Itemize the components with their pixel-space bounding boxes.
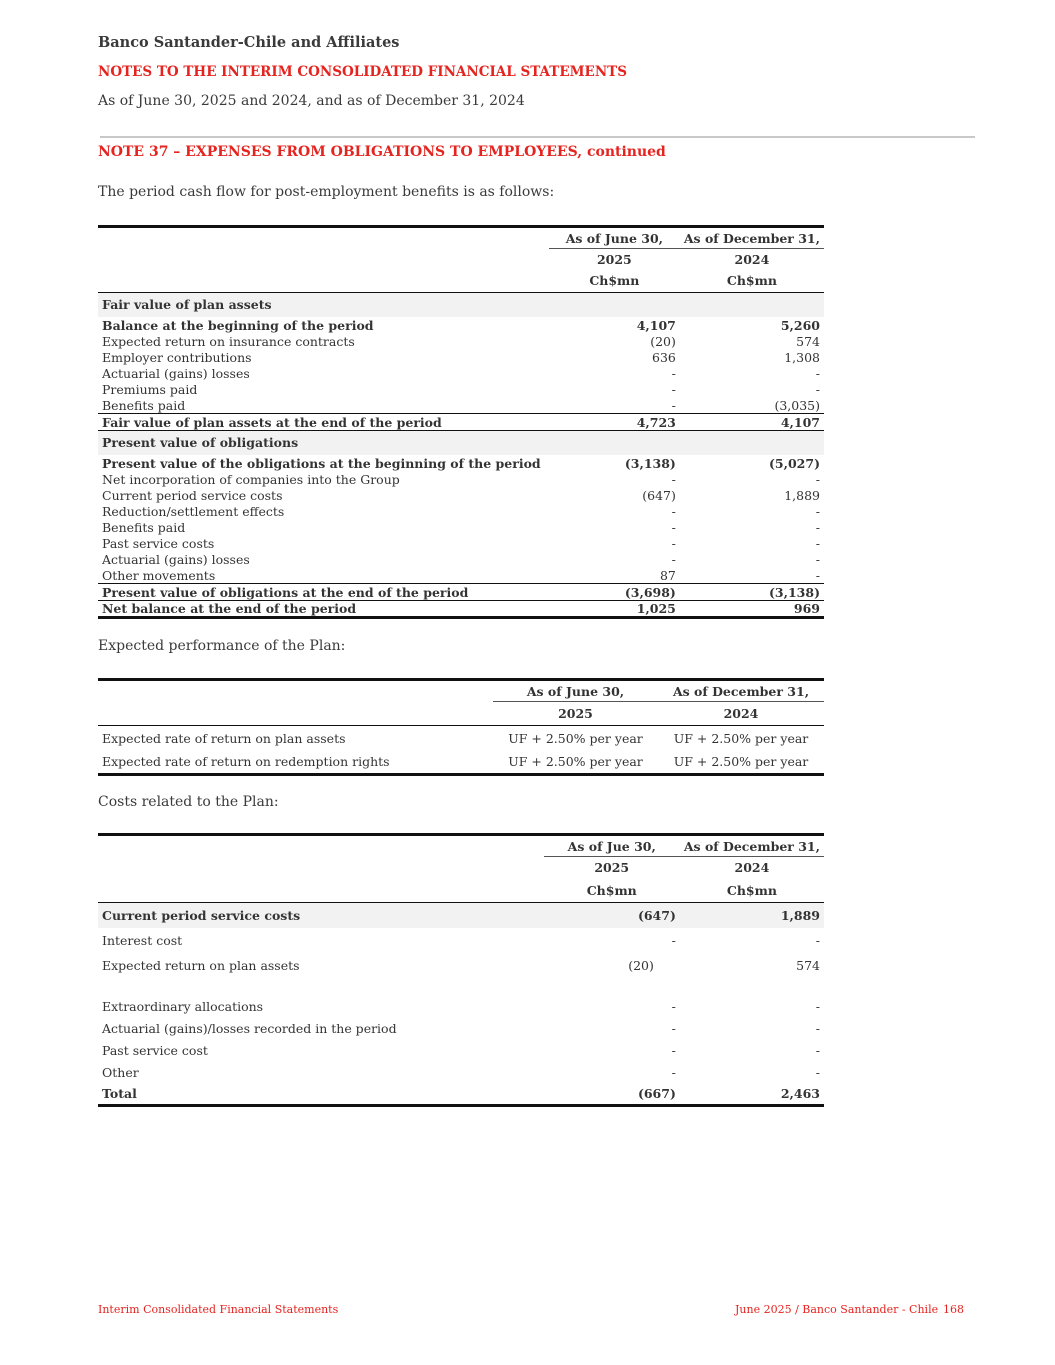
col-year-2025: 2025 — [594, 860, 630, 876]
col-year-2024: 2024 — [734, 860, 770, 876]
plan-costs-table — [98, 833, 824, 1107]
row-value: (3,698) — [624, 584, 676, 600]
cash-flow-table — [98, 225, 824, 619]
row-label: Other movements — [102, 567, 216, 583]
col-head-december: As of December 31, — [680, 835, 824, 857]
row-value: (647) — [642, 488, 676, 503]
subtotal-row — [98, 414, 824, 431]
row-value: UF + 2.50% per year — [508, 754, 643, 770]
row-value: 5,260 — [780, 317, 820, 333]
row-value: - — [671, 932, 676, 948]
row-value: - — [671, 552, 676, 567]
row-value: 4,723 — [636, 414, 676, 430]
row-label: Past service costs — [102, 536, 215, 551]
table-row — [98, 953, 824, 978]
row-label: Benefits paid — [102, 520, 186, 535]
col-year-2025: 2025 — [558, 706, 593, 721]
row-value: UF + 2.50% per year — [508, 730, 643, 746]
notes-title: NOTES TO THE INTERIM CONSOLIDATED FINANCIAL STATEMENTS — [98, 64, 627, 80]
row-value: - — [671, 397, 676, 413]
reporting-period: As of June 30, 2025 and 2024, and as of December 31, 2024 — [98, 93, 525, 109]
row-value: (20) — [650, 334, 676, 349]
row-value: (20) — [628, 957, 654, 973]
row-label: Other — [102, 1065, 139, 1080]
row-value: - — [671, 504, 676, 519]
table-row — [98, 455, 824, 472]
row-value: 87 — [659, 567, 676, 583]
table-row — [98, 350, 824, 366]
row-value: - — [671, 366, 676, 381]
row-value: - — [815, 366, 820, 381]
expected-performance-table — [98, 678, 824, 776]
footer-issuer: June 2025 / Banco Santander - Chile — [735, 1303, 939, 1316]
costs-heading: Costs related to the Plan: — [98, 794, 279, 810]
row-value: 1,889 — [780, 907, 820, 923]
row-value: - — [815, 567, 820, 583]
note-title: NOTE 37 – EXPENSES FROM OBLIGATIONS TO EMPLOYEES, continued — [98, 144, 666, 160]
company-name: Banco Santander-Chile and Affiliates — [98, 34, 400, 51]
row-value: - — [671, 520, 676, 535]
row-value: - — [815, 382, 820, 397]
col-year-2024: 2024 — [734, 251, 770, 267]
table-row — [98, 520, 824, 536]
row-value: (5,027) — [769, 455, 820, 471]
table-row — [98, 1062, 824, 1084]
row-value: 1,025 — [636, 601, 676, 616]
row-value: - — [815, 999, 820, 1014]
net-balance-row — [98, 601, 824, 618]
row-label: Interest cost — [102, 932, 183, 948]
row-label: Balance at the beginning of the period — [102, 317, 374, 333]
row-value: (3,138) — [769, 584, 820, 600]
header-divider — [100, 136, 975, 138]
page-number: 168 — [943, 1303, 964, 1316]
row-value: - — [815, 932, 820, 948]
row-value: 1,889 — [784, 488, 820, 503]
col-unit: Ch$mn — [726, 273, 777, 289]
section-heading: Fair value of plan assets — [102, 297, 272, 313]
row-value: - — [671, 1043, 676, 1058]
table-row — [98, 382, 824, 398]
row-value: (3,138) — [624, 455, 676, 471]
row-label: Present value of the obligations at the beginning of the period — [102, 455, 541, 471]
table-row — [98, 903, 824, 928]
row-label: Expected return on insurance contracts — [102, 334, 355, 349]
row-value: 2,463 — [780, 1086, 820, 1102]
row-value: - — [815, 536, 820, 551]
table-row — [98, 726, 824, 751]
row-value: - — [815, 1043, 820, 1058]
table-row — [98, 366, 824, 382]
col-year-2024: 2024 — [723, 706, 759, 721]
table-row — [98, 504, 824, 520]
row-label: Expected rate of return on redemption rights — [102, 754, 390, 770]
row-value: (667) — [637, 1086, 676, 1102]
row-label: Actuarial (gains) losses — [102, 552, 250, 567]
col-head-june: As of June 30, — [493, 680, 658, 702]
col-year-2025: 2025 — [596, 251, 632, 267]
row-label: Reduction/settlement effects — [102, 504, 285, 519]
col-unit: Ch$mn — [589, 273, 640, 289]
row-label: Expected rate of return on plan assets — [102, 730, 346, 746]
row-value: 636 — [652, 350, 676, 365]
row-value: (3,035) — [774, 397, 820, 413]
row-label: Present value of obligations at the end of the period — [102, 584, 469, 600]
table-row — [98, 751, 824, 775]
row-label: Benefits paid — [102, 397, 186, 413]
row-label: Actuarial (gains) losses — [102, 366, 250, 381]
row-value: - — [815, 504, 820, 519]
table-row — [98, 568, 824, 584]
row-value: - — [815, 520, 820, 535]
table-row — [98, 996, 824, 1018]
total-row — [98, 1084, 824, 1106]
row-label: Current period service costs — [102, 488, 283, 503]
row-label: Total — [102, 1086, 137, 1102]
table-row — [98, 536, 824, 552]
row-value: 969 — [793, 601, 820, 616]
row-value: 574 — [796, 957, 820, 973]
table-row — [98, 488, 824, 504]
section-heading: Present value of obligations — [102, 435, 299, 451]
row-value: (647) — [637, 907, 676, 923]
table-row — [98, 1018, 824, 1040]
row-value: UF + 2.50% per year — [673, 730, 809, 746]
subtotal-row — [98, 584, 824, 601]
col-unit: Ch$mn — [726, 882, 777, 898]
row-label: Expected return on plan assets — [102, 957, 300, 973]
col-head-december: As of December 31, — [658, 680, 824, 702]
table-row — [98, 552, 824, 568]
row-value: 4,107 — [780, 414, 820, 430]
row-label: Employer contributions — [102, 350, 252, 365]
footer-document-title: Interim Consolidated Financial Statements — [98, 1303, 339, 1316]
row-value: UF + 2.50% per year — [673, 754, 809, 770]
row-value: 4,107 — [636, 317, 676, 333]
row-label: Current period service costs — [102, 907, 301, 923]
row-value: - — [671, 472, 676, 487]
expected-performance-heading: Expected performance of the Plan: — [98, 638, 346, 654]
table-row — [98, 1040, 824, 1062]
row-value: - — [671, 536, 676, 551]
row-value: - — [671, 999, 676, 1014]
col-head-june: As of Jue 30, — [544, 835, 680, 857]
row-label: Fair value of plan assets at the end of the period — [102, 414, 442, 430]
table-row — [98, 472, 824, 488]
row-value: - — [815, 472, 820, 487]
row-value: - — [671, 1021, 676, 1036]
row-label: Past service cost — [102, 1043, 208, 1058]
row-value: 1,308 — [784, 350, 820, 365]
row-label: Net balance at the end of the period — [102, 601, 357, 616]
row-value: - — [815, 1021, 820, 1036]
intro-text: The period cash flow for post-employment benefits is as follows: — [98, 184, 555, 200]
col-unit: Ch$mn — [586, 882, 637, 898]
table-row — [98, 398, 824, 414]
row-value: - — [671, 382, 676, 397]
row-label: Actuarial (gains)/losses recorded in the period — [102, 1021, 397, 1036]
col-head-june: As of June 30, — [549, 227, 680, 249]
row-label: Extraordinary allocations — [102, 999, 264, 1014]
row-label: Net incorporation of companies into the Group — [102, 472, 400, 487]
row-value: - — [815, 1065, 820, 1080]
row-label: Premiums paid — [102, 382, 198, 397]
table-row — [98, 928, 824, 953]
row-value: 574 — [796, 334, 820, 349]
col-head-december: As of December 31, — [680, 227, 824, 249]
table-row — [98, 334, 824, 350]
row-value: - — [815, 552, 820, 567]
row-value: - — [671, 1065, 676, 1080]
spacer — [98, 978, 824, 996]
table-row — [98, 317, 824, 334]
